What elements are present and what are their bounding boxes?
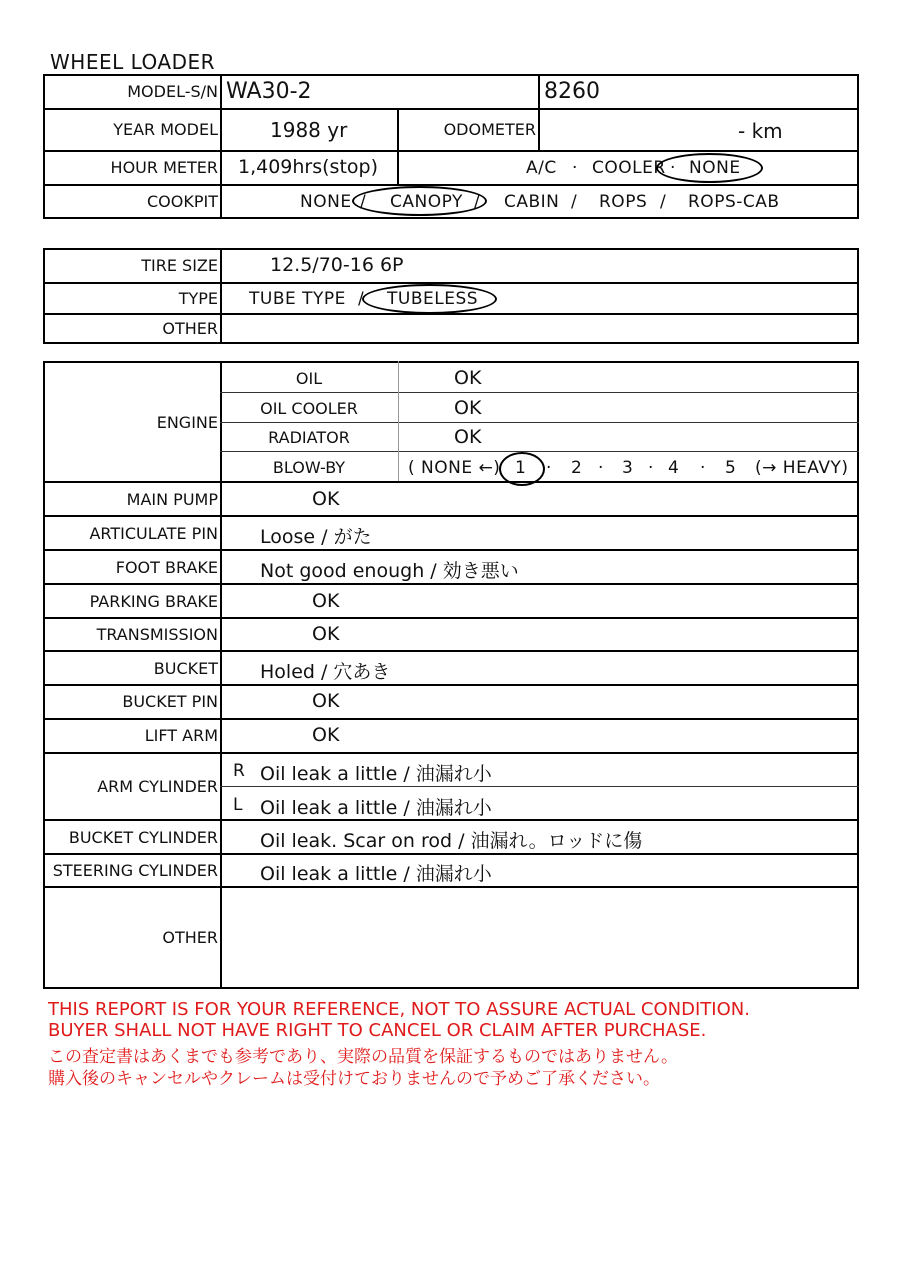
- year-model-value: 1988 yr: [270, 118, 348, 142]
- engine-radiator-label: RADIATOR: [268, 428, 350, 447]
- blowby-dot: ·: [598, 458, 604, 478]
- blowby-selection-circle: [499, 452, 545, 486]
- engine-label: ENGINE: [156, 413, 218, 432]
- blowby-dot: ·: [648, 458, 654, 478]
- parking-brake-label: PARKING BRAKE: [89, 592, 218, 611]
- cockpit-option-canopy: CANOPY: [390, 192, 463, 212]
- blowby-level-2: 2: [571, 458, 583, 478]
- tire-separator: /: [358, 289, 365, 309]
- disclaimer-line-2: BUYER SHALL NOT HAVE RIGHT TO CANCEL OR CLAIM AFTER PURCHASE.: [48, 1020, 707, 1041]
- ac-option-ac: A/C: [526, 158, 557, 178]
- cockpit-option-none: NONE: [300, 192, 352, 212]
- engine-oil-cooler-label: OIL COOLER: [260, 399, 358, 418]
- cockpit-label: COOKPIT: [147, 192, 218, 211]
- year-model-label: YEAR MODEL: [113, 120, 218, 139]
- steering-cylinder-label: STEERING CYLINDER: [52, 861, 218, 880]
- serial-value: 8260: [544, 79, 600, 104]
- tire-size-label: TIRE SIZE: [141, 256, 218, 275]
- tire-option-tube: TUBE TYPE: [249, 289, 346, 309]
- bucket-cylinder-label: BUCKET CYLINDER: [68, 828, 218, 847]
- main-pump-value: OK: [312, 488, 340, 510]
- foot-brake-value: Not good enough / 効き悪い: [260, 560, 519, 582]
- blowby-level-1: 1: [515, 458, 527, 478]
- tire-other-label: OTHER: [162, 319, 218, 338]
- transmission-value: OK: [312, 623, 340, 645]
- cockpit-option-rops: ROPS: [599, 192, 648, 212]
- cockpit-separator: /: [660, 192, 667, 212]
- main-pump-label: MAIN PUMP: [126, 490, 218, 509]
- ac-option-cooler: COOLER: [592, 158, 666, 178]
- foot-brake-label: FOOT BRAKE: [115, 558, 218, 577]
- steering-cylinder-value: Oil leak a little / 油漏れ小: [260, 863, 492, 885]
- arm-cylinder-left-tag: L: [233, 795, 243, 815]
- bucket-label: BUCKET: [153, 659, 218, 678]
- lift-arm-label: LIFT ARM: [144, 726, 218, 745]
- cockpit-option-rops-cab: ROPS-CAB: [688, 192, 780, 212]
- engine-radiator-value: OK: [454, 426, 482, 448]
- cockpit-separator: /: [474, 192, 481, 212]
- disclaimer-line-3: この査定書はあくまでも参考であり、実際の品質を保証するものではありません。: [48, 1047, 679, 1067]
- blowby-level-5: 5: [725, 458, 737, 478]
- ac-selection-circle: [656, 153, 763, 183]
- ac-separator: ·: [572, 158, 578, 178]
- ac-option-none: NONE: [689, 158, 741, 178]
- lift-arm-value: OK: [312, 724, 340, 746]
- cockpit-option-cabin: CABIN: [504, 192, 560, 212]
- disclaimer-line-4: 購入後のキャンセルやクレームは受付けておりませんので予めご了承ください。: [48, 1069, 660, 1089]
- engine-oil-value: OK: [454, 367, 482, 389]
- odometer-value: - km: [738, 119, 783, 143]
- parking-brake-value: OK: [312, 590, 340, 612]
- blowby-level-4: 4: [668, 458, 680, 478]
- ac-separator: ·: [670, 158, 676, 178]
- articulate-pin-value: Loose / がた: [260, 526, 372, 548]
- model-sn-label: MODEL-S/N: [127, 82, 218, 101]
- blowby-dot: ·: [700, 458, 706, 478]
- other-label: OTHER: [162, 928, 218, 947]
- engine-oil-cooler-value: OK: [454, 397, 482, 419]
- cockpit-selection-circle: [352, 186, 487, 216]
- blowby-level-3: 3: [622, 458, 634, 478]
- model-value: WA30-2: [226, 79, 312, 104]
- cockpit-separator: /: [360, 192, 367, 212]
- arm-cylinder-left-value: Oil leak a little / 油漏れ小: [260, 797, 492, 819]
- arm-cylinder-label: ARM CYLINDER: [97, 777, 218, 796]
- arm-cylinder-right-tag: R: [233, 761, 246, 781]
- bucket-pin-value: OK: [312, 690, 340, 712]
- document-title: WHEEL LOADER: [50, 50, 216, 74]
- bucket-cylinder-value: Oil leak. Scar on rod / 油漏れ。ロッドに傷: [260, 830, 643, 852]
- tire-type-label: TYPE: [178, 289, 218, 308]
- articulate-pin-label: ARTICULATE PIN: [89, 524, 218, 543]
- arm-cylinder-right-value: Oil leak a little / 油漏れ小: [260, 763, 492, 785]
- tire-type-selection-circle: [362, 284, 497, 314]
- bucket-value: Holed / 穴あき: [260, 661, 391, 683]
- hour-meter-value: 1,409hrs(stop): [238, 156, 379, 178]
- cockpit-separator: /: [571, 192, 578, 212]
- engine-oil-label: OIL: [295, 369, 323, 388]
- tire-option-tubeless: TUBELESS: [387, 289, 479, 309]
- tire-size-value: 12.5/70-16 6P: [270, 254, 404, 276]
- hour-meter-label: HOUR METER: [110, 158, 218, 177]
- transmission-label: TRANSMISSION: [96, 625, 218, 644]
- blowby-heavy: (→ HEAVY): [755, 458, 849, 478]
- disclaimer-line-1: THIS REPORT IS FOR YOUR REFERENCE, NOT TO ASSURE ACTUAL CONDITION.: [48, 999, 750, 1020]
- blowby-dot: ·: [546, 458, 552, 478]
- bucket-pin-label: BUCKET PIN: [122, 692, 218, 711]
- blowby-label: BLOW-BY: [272, 458, 346, 477]
- odometer-label: ODOMETER: [443, 120, 536, 139]
- blowby-none: ( NONE ←): [408, 458, 501, 478]
